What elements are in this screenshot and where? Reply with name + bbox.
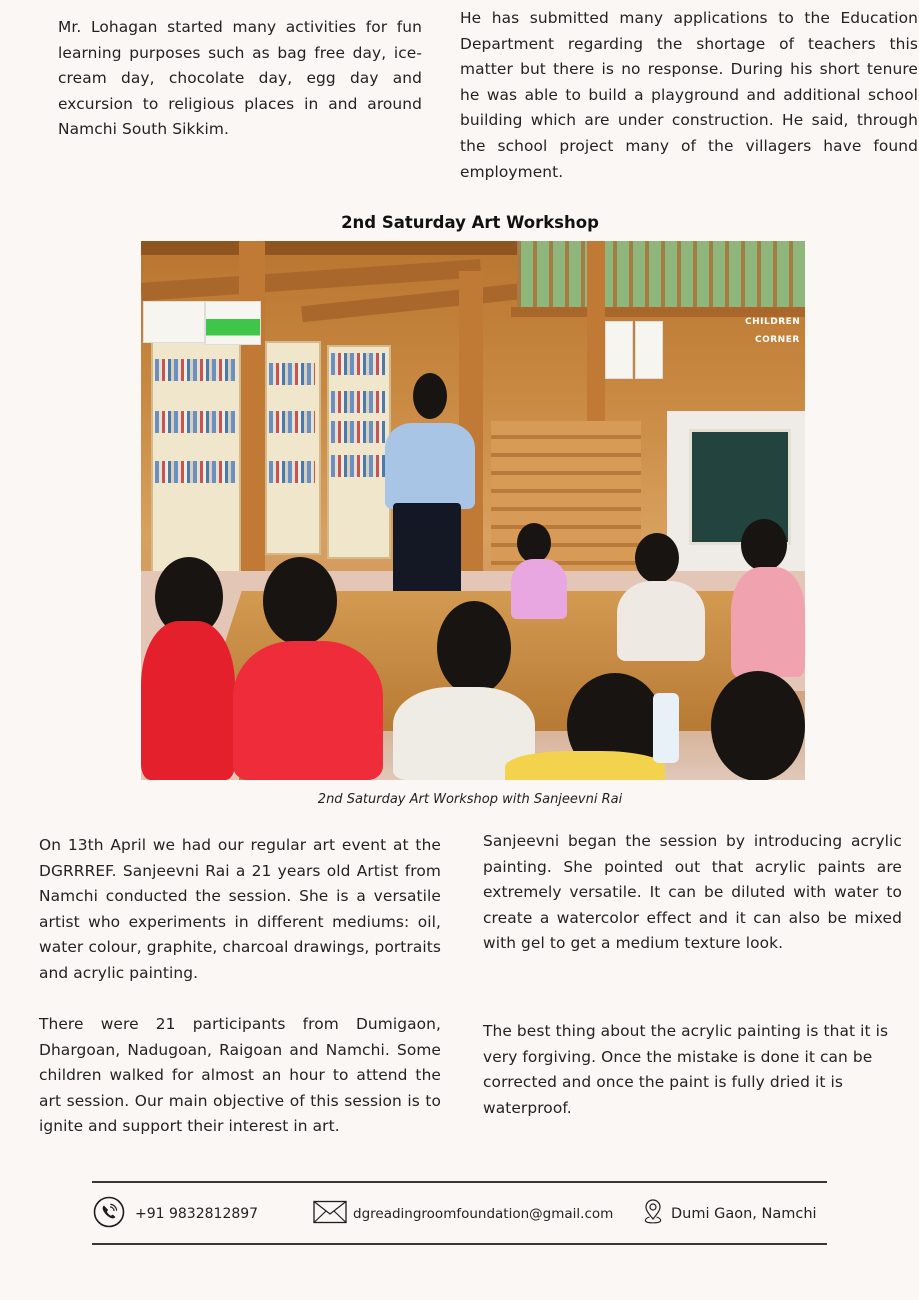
footer-divider-bottom [92, 1243, 827, 1245]
intro-paragraph-right: He has submitted many applications to the Education Department regarding the shortage of teachers this matter but there is no response. During his short tenure he was able to build a playground and additional school building which are under construction. He said, through the school project many of the villagers have found employment. [460, 9, 918, 181]
phone-icon [93, 1196, 125, 1232]
footer-divider-top [92, 1181, 827, 1183]
workshop-paragraph-1: On 13th April we had our regular art event at the DGRRREF. Sanjeevni Rai a 21 years old Artist from Namchi conducted the session. She is a versatile artist who experiments in different mediums: oil, water colour, graphite, charcoal drawings, portraits and acrylic painting. [39, 836, 441, 982]
section-title: 2nd Saturday Art Workshop [341, 213, 599, 232]
contact-location[interactable] [643, 1198, 817, 1230]
workshop-paragraph-3: Sanjeevni began the session by introducing acrylic painting. She pointed out that acrylic paints are extremely versatile. It can be diluted with water to create a watercolor effect and it can also be mixed with gel to get a medium texture look. [483, 832, 902, 953]
photo-caption: 2nd Saturday Art Workshop with Sanjeevni Rai [317, 792, 623, 807]
envelope-icon [313, 1200, 347, 1228]
phone-number: +91 9832812897 [135, 1206, 259, 1222]
contact-phone[interactable] [93, 1198, 258, 1230]
children-corner-sign: CHILDREN CORNER [745, 317, 801, 345]
contact-email[interactable] [313, 1198, 613, 1230]
workshop-paragraph-2: There were 21 participants from Dumigaon, Dhargoan, Nadugoan, Raigoan and Namchi. Some children walked for almost an hour to attend the art session. Our main objective of this session is to ignite and support their interest in art. [39, 1015, 441, 1136]
email-address: dgreadingroomfoundation@gmail.com [353, 1206, 614, 1222]
map-pin-icon [643, 1198, 663, 1230]
location-text: Dumi Gaon, Namchi [671, 1206, 817, 1222]
workshop-photo [141, 241, 805, 780]
workshop-paragraph-4: The best thing about the acrylic painting is that it is very forgiving. Once the mistake is done it can be corrected and once the paint is fully dried it is waterproof. [483, 1022, 889, 1117]
intro-paragraph-left: Mr. Lohagan started many activities for fun learning purposes such as bag free day, ice-cream day, chocolate day, egg day and excursion to religious places in and around Namchi South Sikkim. [58, 18, 422, 139]
